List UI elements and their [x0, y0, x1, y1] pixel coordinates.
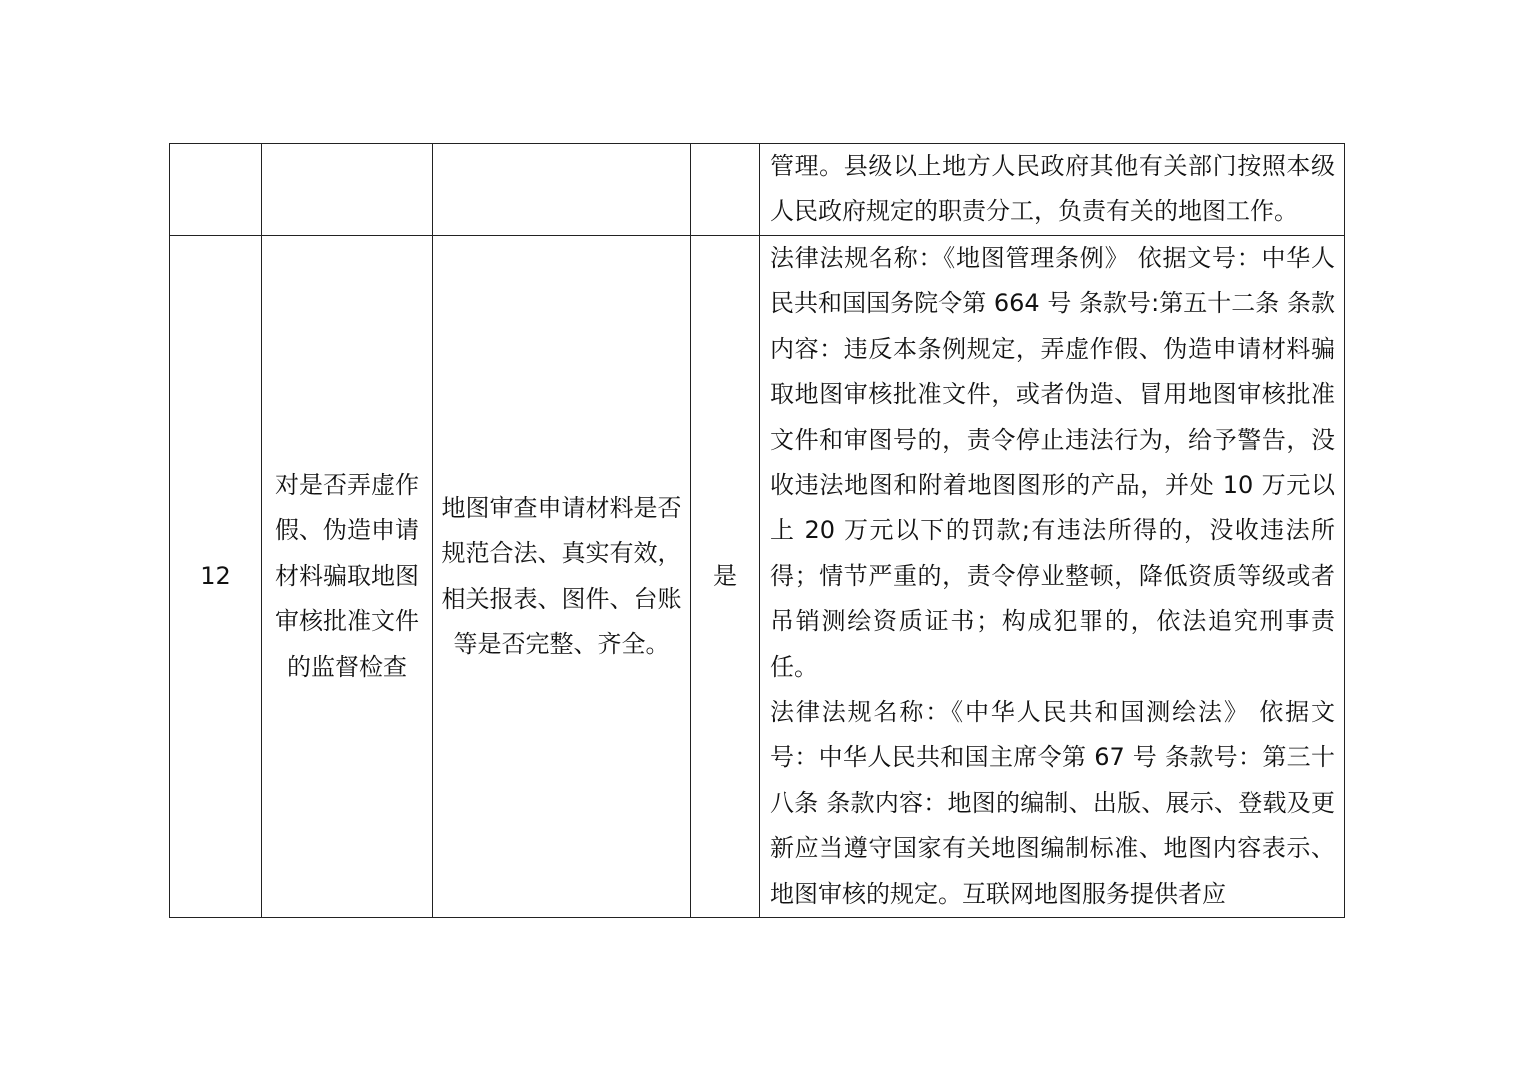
row-number-cell	[170, 144, 262, 236]
inspection-content-text: 地图审查申请材料是否规范合法、真实有效，相关报表、图件、台账等是否完整、齐全。	[441, 493, 682, 658]
inspection-item-cell	[262, 144, 433, 236]
row-number-cell: 12	[170, 236, 262, 918]
regulation-table	[169, 143, 1345, 918]
legal-basis-cell	[760, 236, 1345, 918]
table-row	[170, 236, 1345, 918]
inspection-item-cell	[262, 236, 433, 918]
inspection-item-text: 对是否弄虚作假、伪造申请材料骗取地图审核批准文件的监督检查	[275, 471, 419, 681]
legal-basis-cell	[760, 144, 1345, 236]
required-flag-cell	[691, 144, 760, 236]
legal-basis-paragraph: 法律法规名称：《地图管理条例》 依据文号：中华人民共和国国务院令第 664 号 条款号:第五十二条 条款内容：违反本条例规定，弄虚作假、伪造申请材料骗取地图审核批准文件，或者伪造、冒用地图审核批准文件和审图号的，责令停止违法行为，给予警告，没收违法地图和附着地图图形的产品，并处 10 万元以上 20 万元以下的罚款;有违法所得的，没收违法所得；情节严重的，责令停业整顿，降低资质等级或者吊销测绘资质证书；构成犯罪的，依法追究刑事责任。	[770, 244, 1335, 681]
inspection-content-cell	[433, 144, 691, 236]
legal-basis-paragraph: 法律法规名称：《中华人民共和国测绘法》 依据文号：中华人民共和国主席令第 67 号 条款号：第三十八条 条款内容：地图的编制、出版、展示、登载及更新应当遵守国家有关地图编制标准、地图内容表示、地图审核的规定。互联网地图服务提供者应	[770, 698, 1335, 908]
inspection-content-cell	[433, 236, 691, 918]
required-flag-cell: 是	[691, 236, 760, 918]
legal-basis-paragraph: 管理。县级以上地方人民政府其他有关部门按照本级人民政府规定的职责分工，负责有关的地图工作。	[770, 152, 1335, 226]
table-row	[170, 144, 1345, 236]
